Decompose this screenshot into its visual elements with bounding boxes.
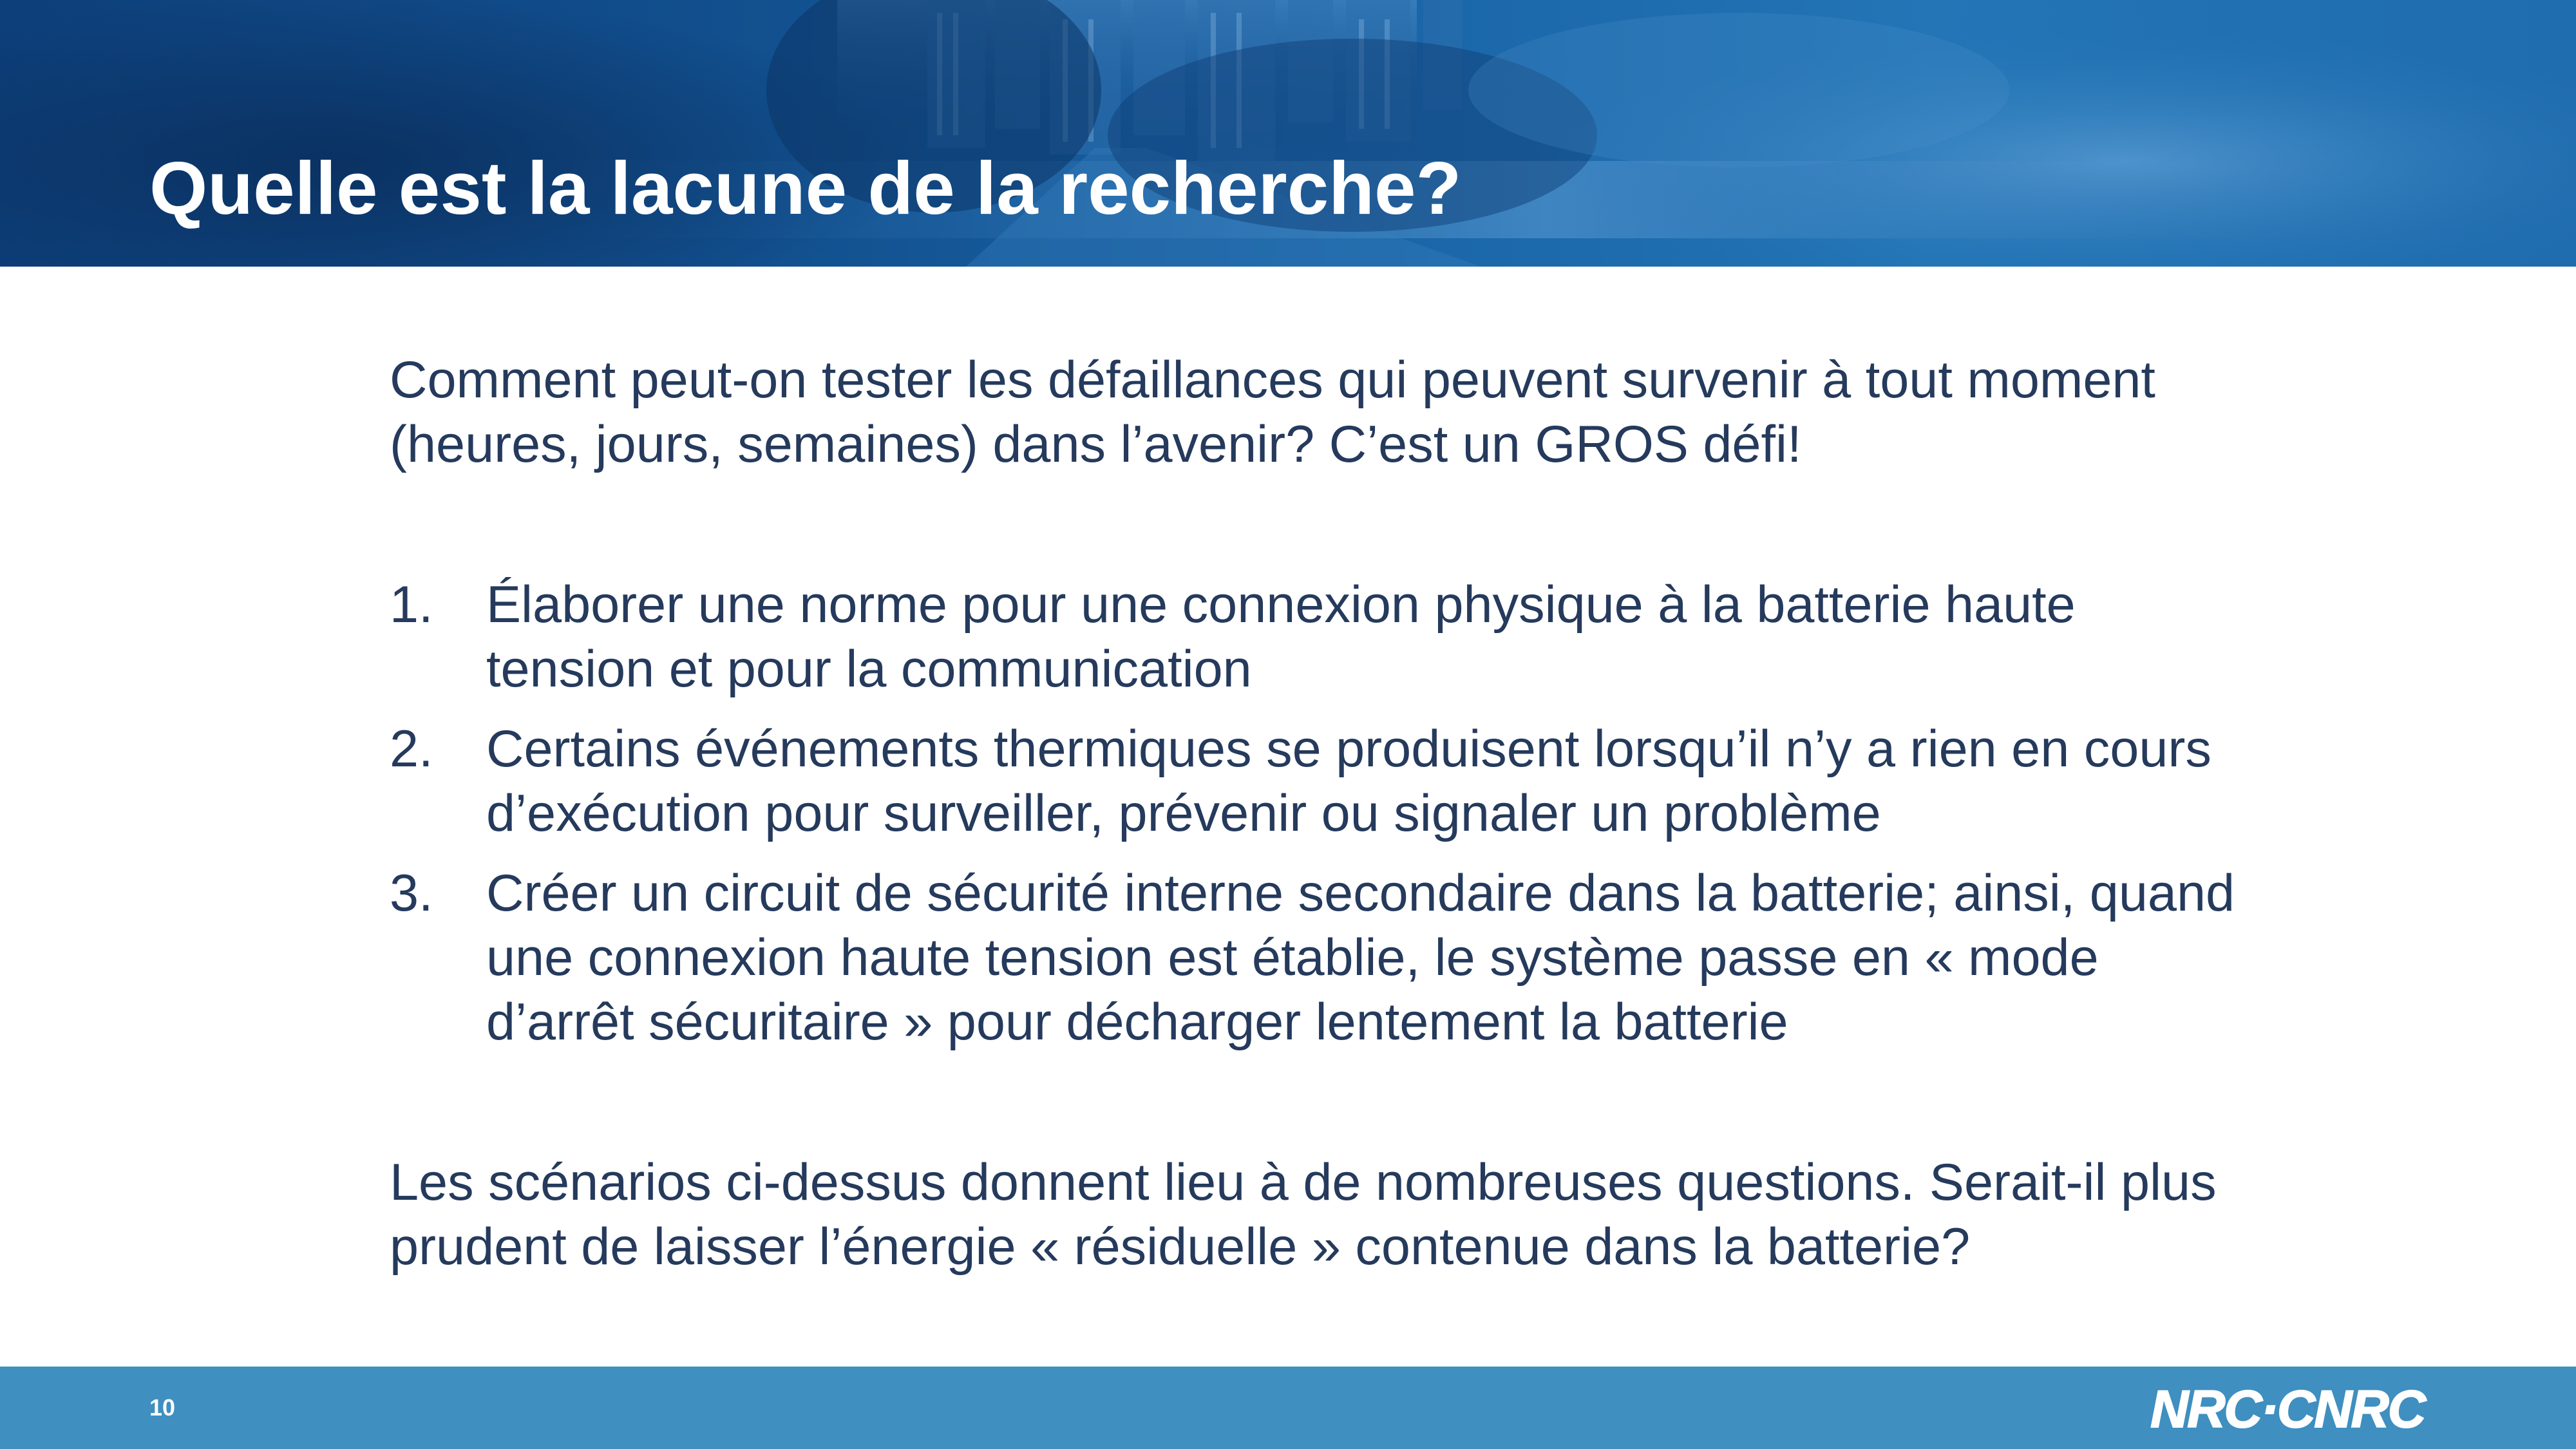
list-item-text: Certains événements thermiques se produisent lorsqu’il n’y a rien en cours d’exécution pour surveiller, prévenir ou signaler un problème bbox=[486, 720, 2211, 842]
conclusion-paragraph: Les scénarios ci-dessus donnent lieu à de nombreuses questions. Serait-il plus prudent de laisser l’énergie « résiduelle » contenue dans la batterie? bbox=[390, 1153, 2217, 1276]
list-item-number: 2. bbox=[390, 720, 433, 778]
list-item bbox=[390, 861, 2257, 1054]
nrc-cnrc-logo bbox=[2114, 1381, 2461, 1435]
header-banner bbox=[0, 0, 2576, 267]
list-item-text: Élaborer une norme pour une connexion physique à la batterie haute tension et pour la communication bbox=[486, 576, 2076, 698]
intro-paragraph: Comment peut-on tester les défaillances qui peuvent survenir à tout moment (heures, jours, semaines) dans l’avenir? C’est un GROS défi! bbox=[390, 351, 2155, 473]
footer-bar bbox=[0, 1367, 2576, 1449]
list-item-number: 3. bbox=[390, 864, 433, 922]
svg-text:NRC·CNRC: NRC·CNRC bbox=[2150, 1381, 2425, 1435]
list-item bbox=[390, 573, 2257, 701]
page-number: 10 bbox=[149, 1394, 176, 1421]
list-item-text: Créer un circuit de sécurité interne secondaire dans la batterie; ainsi, quand une connexion haute tension est établie, le système passe en « mode d’arrêt sécuritaire » pour décharger lentement la batterie bbox=[486, 864, 2235, 1051]
list-item-number: 1. bbox=[390, 576, 433, 634]
slide-title: Quelle est la lacune de la recherche? bbox=[149, 146, 1462, 230]
numbered-list bbox=[390, 573, 2257, 1054]
list-item bbox=[390, 717, 2257, 846]
slide-body bbox=[390, 348, 2257, 1279]
